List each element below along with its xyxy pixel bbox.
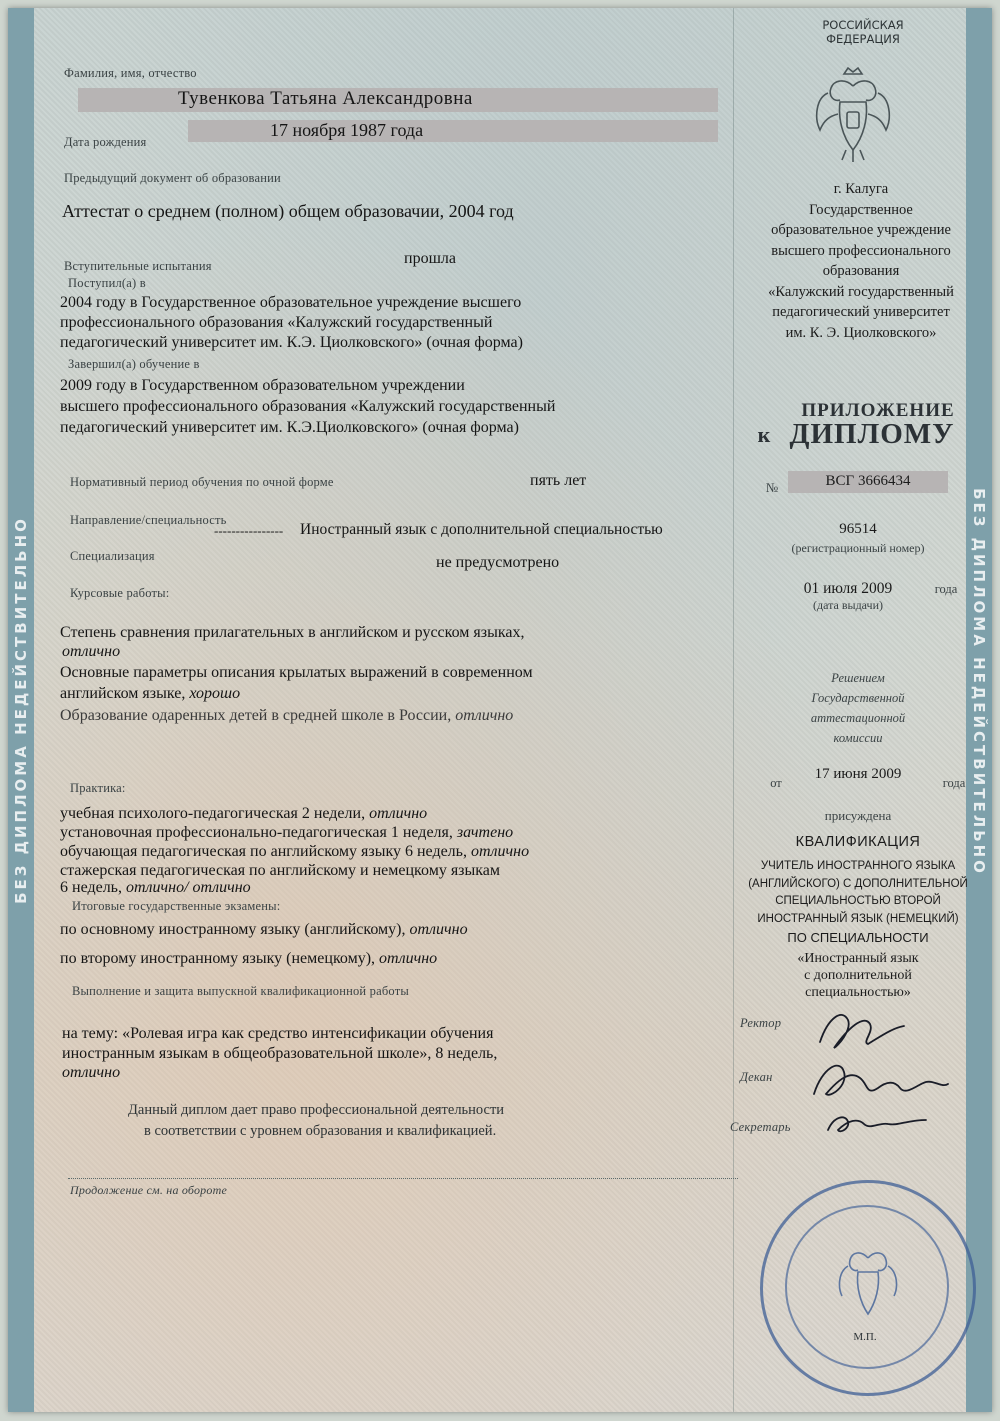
coursework-line-1-text: Степень сравнения прилагательных в английском и русском языках, (60, 624, 525, 641)
thesis-line-1: на тему: «Ролевая игра как средство интенсификации обучения (62, 1025, 494, 1042)
graduated-line-2: высшего профессионального образования «Калужский государственный (60, 398, 556, 415)
practice-line-3 (60, 842, 529, 861)
state-exam-line-2-grade: отлично (379, 950, 438, 967)
issue-year-word: года (934, 582, 958, 596)
awarded-word: присуждена (824, 808, 892, 823)
stamp-place-label: М.П. (853, 1331, 877, 1343)
qualification-block (730, 858, 986, 928)
direction-label: Направление/специальность (70, 513, 227, 527)
appendix-title-2: ДИПЛОМУ (789, 418, 955, 450)
practice-line-3-text: обучающая педагогическая по английскому языку 6 недель, (60, 843, 471, 860)
state-exam-line-1-grade: отлично (409, 921, 468, 938)
institution-line-1: г. Калуга (833, 181, 889, 197)
commission-block (773, 668, 943, 748)
coursework-line-2: Основные параметры описания крылатых выражений в современном (60, 664, 533, 681)
state-exam-line-2-text: по второму иностранному языку (немецкому), (60, 950, 380, 967)
practice-line-4: стажерская педагогическая по английскому и немецкому языкам (60, 862, 501, 879)
commission-line-4: комиссии (833, 731, 883, 745)
reg-number-caption: (регистрационный номер) (791, 541, 925, 555)
specialization-label: Специализация (70, 549, 155, 563)
issue-date-caption: (дата выдачи) (813, 598, 883, 612)
coursework-line-3-grade: хорошо (189, 685, 241, 702)
coursework-line-4 (60, 706, 513, 725)
reg-number: 96514 (839, 521, 877, 537)
practice-line-2-text: установочная профессионально-педагогическая 1 неделя, (60, 824, 457, 841)
thesis-line-2: иностранным языкам в общеобразовательной школе», 8 недель, (62, 1045, 498, 1062)
state-exams-label: Итоговые государственные экзамены: (72, 899, 281, 913)
fullname-value: Тувенкова Татьяна Александровна (178, 88, 473, 109)
diploma-number: ВСГ 3666434 (825, 473, 911, 489)
institution-line-7: педагогический университет (772, 304, 950, 320)
admitted-line-1: 2004 году в Государственное образовательное учреждение высшего (60, 294, 522, 311)
graduated-label: Завершил(а) обучение в (68, 357, 200, 371)
specialty-line-3: специальностью» (805, 985, 911, 1000)
practice-line-2 (60, 823, 513, 842)
institution-line-6: «Калужский государственный (768, 283, 954, 300)
left-security-strip (8, 8, 34, 1412)
commission-date: 17 июня 2009 (814, 766, 902, 782)
rights-line-1: Данный диплом дает право профессиональной деятельности (128, 1102, 505, 1118)
dean-label: Декан (740, 1070, 773, 1084)
entrance-value: прошла (404, 250, 456, 267)
qualification-heading: КВАЛИФИКАЦИЯ (795, 834, 921, 850)
signatures-graphic (808, 998, 958, 1138)
diploma-appendix-sheet (8, 8, 992, 1412)
qualification-line-3: СПЕЦИАЛЬНОСТЬЮ ВТОРОЙ (775, 895, 941, 907)
appendix-title-1: ПРИЛОЖЕНИЕ (801, 400, 955, 421)
commission-line-2: Государственной (811, 691, 905, 705)
practice-line-1-grade: отлично (369, 805, 428, 822)
birthdate-highlight (188, 120, 718, 142)
seal-eagle-icon (828, 1238, 908, 1328)
continued-note: Продолжение см. на обороте (70, 1183, 227, 1197)
state-exam-line-1-text: по основному иностранному языку (английскому), (60, 921, 410, 938)
practice-line-3-grade: отлично (470, 843, 530, 860)
thesis-label: Выполнение и защита выпускной квалификационной работы (72, 984, 409, 998)
qualification-line-1: УЧИТЕЛЬ ИНОСТРАННОГО ЯЗЫКА (760, 860, 956, 872)
specialty-block (748, 950, 968, 1001)
double-headed-eagle-icon (798, 58, 908, 168)
country-name (788, 18, 938, 46)
practice-label: Практика: (70, 781, 126, 795)
previous-document-value: Аттестат о среднем (полном) общем образовачии, 2004 год (62, 201, 514, 221)
practice-line-1 (60, 804, 427, 823)
coursework-line-1 (60, 623, 525, 642)
graduated-line-1: 2009 году в Государственном образовательном учреждении (60, 377, 465, 394)
coursework-line-1-grade: отлично (62, 643, 121, 660)
issue-date: 01 июля 2009 (803, 580, 893, 597)
thesis-line-3-grade: отлично (62, 1064, 121, 1081)
state-exam-line-2 (60, 949, 437, 968)
country-line-1: РОССИЙСКАЯ (822, 18, 904, 32)
commission-line-3: аттестационной (810, 711, 906, 725)
birthdate-value: 17 ноября 1987 года (270, 120, 424, 140)
direction-value: Иностранный язык с дополнительной специальностью (300, 521, 663, 538)
commission-from-word: от (770, 776, 782, 790)
official-seal (760, 1180, 976, 1396)
practice-line-1-text: учебная психолого-педагогическая 2 недели, (60, 805, 370, 822)
graduated-line-3: педагогический университет им. К.Э.Циолковского» (очная форма) (60, 419, 519, 436)
specialization-value: не предусмотрено (436, 554, 560, 571)
institution-line-2: Государственное (809, 201, 913, 218)
specialty-heading: ПО СПЕЦИАЛЬНОСТИ (787, 930, 929, 945)
number-sign: № (765, 480, 779, 495)
entrance-label: Вступительные испытания (64, 259, 212, 273)
study-period-value: пять лет (530, 472, 587, 489)
secretary-signature (828, 1117, 926, 1131)
admitted-label: Поступил(а) в (68, 276, 146, 290)
rector-label: Ректор (740, 1016, 782, 1030)
commission-line-1: Решением (831, 671, 885, 685)
admitted-line-3: педагогический университет им. К.Э. Циолковского» (очная форма) (60, 334, 523, 351)
right-strip-text: БЕЗ ДИПЛОМА НЕДЕЙСТВИТЕЛЬНО (970, 487, 988, 876)
left-strip-text: БЕЗ ДИПЛОМА НЕДЕЙСТВИТЕЛЬНО (12, 516, 30, 904)
birthdate-label: Дата рождения (64, 135, 147, 149)
qualification-line-4: ИНОСТРАННЫЙ ЯЗЫК (НЕМЕЦКИЙ) (757, 912, 959, 925)
coursework-line-3-text: английском языке, (60, 685, 190, 702)
institution-line-8: им. К. Э. Циолковского» (785, 324, 937, 341)
qualification-line-2: (АНГЛИЙСКОГО) С ДОПОЛНИТЕЛЬНОЙ (748, 877, 968, 890)
state-exam-line-1 (60, 920, 468, 939)
practice-line-5 (60, 878, 251, 897)
rector-signature (820, 1015, 904, 1048)
commission-year-word: года (942, 776, 966, 790)
institution-line-4: высшего профессионального (771, 242, 951, 259)
practice-line-2-grade: зачтено (456, 824, 514, 841)
coursework-label: Курсовые работы: (70, 586, 170, 600)
specialty-line-2: с дополнительной (804, 968, 912, 983)
institution-line-5: образования (822, 263, 900, 279)
practice-line-5-grade: отлично/ отлично (125, 879, 251, 896)
previous-document-label: Предыдущий документ об образовании (64, 171, 281, 185)
direction-dashes: ---------------- (214, 523, 284, 538)
column-divider (733, 8, 734, 1412)
institution-line-3: образовательное учреждение (771, 222, 951, 238)
coursework-line-3 (60, 684, 240, 703)
dean-signature (814, 1066, 948, 1095)
fullname-label: Фамилия, имя, отчество (64, 66, 197, 80)
coursework-line-4-text: Образование одаренных детей в средней школе в России, (60, 707, 456, 724)
specialty-line-1: «Иностранный язык (797, 951, 919, 966)
bottom-dotted-rule (68, 1178, 738, 1179)
secretary-label: Секретарь (730, 1120, 791, 1134)
country-line-2: ФЕДЕРАЦИЯ (826, 32, 900, 46)
rights-line-2: в соответствии с уровнем образования и квалификацией. (144, 1123, 497, 1139)
admitted-line-2: профессионального образования «Калужский государственный (60, 314, 493, 331)
coursework-line-4-grade: отлично (455, 707, 514, 724)
appendix-title-k: к (757, 422, 771, 447)
study-period-label: Нормативный период обучения по очной форме (70, 475, 334, 489)
practice-line-5-text: 6 недель, (60, 879, 126, 896)
institution-block (736, 179, 986, 343)
